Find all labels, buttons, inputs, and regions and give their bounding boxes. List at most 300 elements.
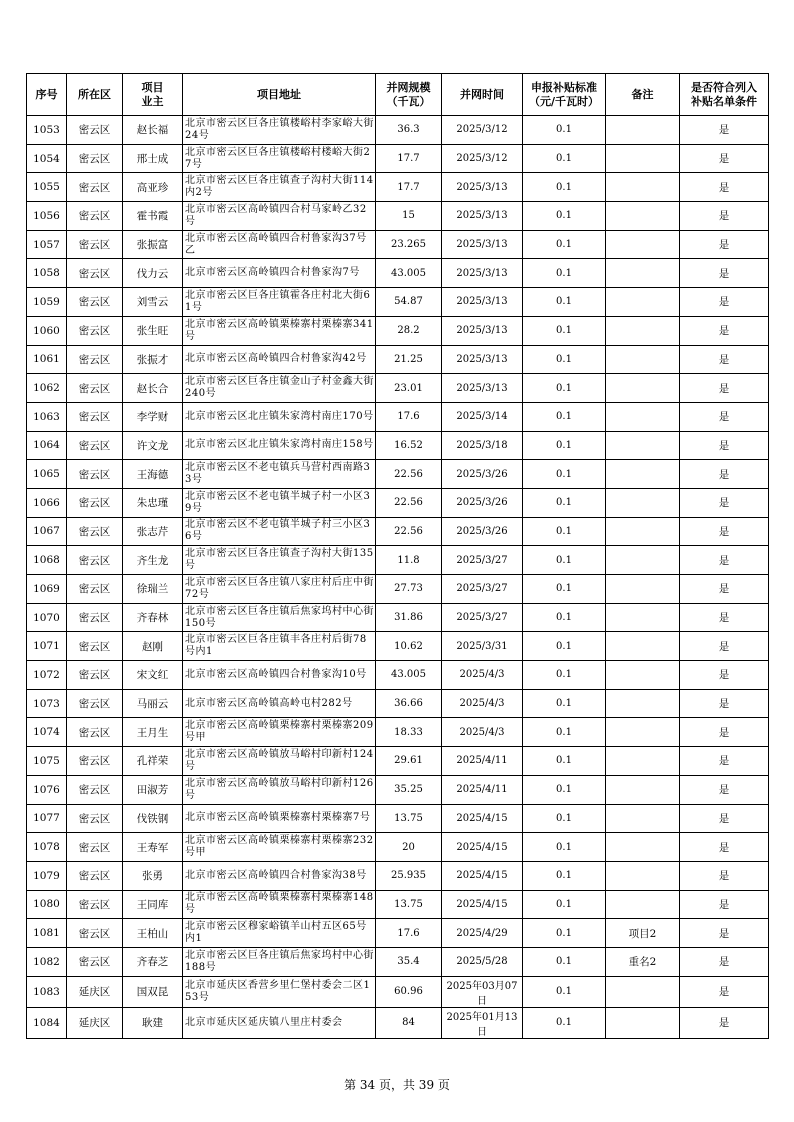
cell-time: 2025/3/18 xyxy=(442,431,523,460)
cell-district: 密云区 xyxy=(67,575,123,604)
cell-district: 密云区 xyxy=(67,546,123,575)
cell-time: 2025/3/13 xyxy=(442,173,523,202)
cell-capacity: 11.8 xyxy=(376,546,442,575)
cell-time: 2025/3/27 xyxy=(442,575,523,604)
cell-owner: 张勇 xyxy=(123,861,183,890)
cell-district: 密云区 xyxy=(67,747,123,776)
cell-owner: 伐力云 xyxy=(123,259,183,288)
cell-note xyxy=(606,431,680,460)
cell-time: 2025/3/26 xyxy=(442,460,523,489)
cell-owner: 田淑芳 xyxy=(123,775,183,804)
cell-owner: 许文龙 xyxy=(123,431,183,460)
cell-time: 2025/4/15 xyxy=(442,833,523,862)
cell-owner: 王同库 xyxy=(123,890,183,919)
cell-eligible: 是 xyxy=(680,144,769,173)
cell-time: 2025/3/12 xyxy=(442,144,523,173)
cell-seq: 1061 xyxy=(27,345,67,374)
table-row xyxy=(27,747,769,776)
cell-address: 北京市密云区高岭镇栗榛寨村栗榛寨209号甲 xyxy=(183,718,376,747)
cell-address: 北京市密云区不老屯镇兵马营村西南路33号 xyxy=(183,460,376,489)
cell-capacity: 36.3 xyxy=(376,116,442,145)
cell-standard: 0.1 xyxy=(523,517,606,546)
cell-standard: 0.1 xyxy=(523,775,606,804)
cell-owner: 宋文红 xyxy=(123,661,183,690)
cell-eligible: 是 xyxy=(680,689,769,718)
cell-capacity: 29.61 xyxy=(376,747,442,776)
cell-note xyxy=(606,316,680,345)
cell-capacity: 13.75 xyxy=(376,804,442,833)
table-row xyxy=(27,603,769,632)
cell-standard: 0.1 xyxy=(523,976,606,1007)
cell-seq: 1082 xyxy=(27,947,67,976)
cell-seq: 1076 xyxy=(27,775,67,804)
cell-eligible: 是 xyxy=(680,603,769,632)
cell-standard: 0.1 xyxy=(523,632,606,661)
cell-eligible: 是 xyxy=(680,517,769,546)
table-row xyxy=(27,861,769,890)
cell-eligible: 是 xyxy=(680,947,769,976)
cell-owner: 齐生龙 xyxy=(123,546,183,575)
cell-seq: 1084 xyxy=(27,1007,67,1038)
cell-time: 2025/4/29 xyxy=(442,919,523,948)
header-eligible: 是否符合列入 补贴名单条件 xyxy=(680,74,769,116)
cell-address: 北京市密云区巨各庄镇后焦家坞村中心街150号 xyxy=(183,603,376,632)
cell-eligible: 是 xyxy=(680,861,769,890)
table-row xyxy=(27,345,769,374)
cell-district: 密云区 xyxy=(67,173,123,202)
page-footer: 第 34 页，共 39 页 xyxy=(344,1078,450,1092)
cell-note xyxy=(606,288,680,317)
cell-district: 密云区 xyxy=(67,775,123,804)
cell-address: 北京市密云区高岭镇四合村鲁家沟10号 xyxy=(183,661,376,690)
cell-capacity: 22.56 xyxy=(376,517,442,546)
cell-standard: 0.1 xyxy=(523,345,606,374)
cell-capacity: 23.01 xyxy=(376,374,442,403)
cell-address: 北京市密云区巨各庄镇查子沟村大街114内2号 xyxy=(183,173,376,202)
cell-owner: 王寿军 xyxy=(123,833,183,862)
cell-address: 北京市密云区巨各庄镇丰各庄村后街78号内1 xyxy=(183,632,376,661)
cell-district: 密云区 xyxy=(67,861,123,890)
cell-district: 密云区 xyxy=(67,833,123,862)
header-time: 并网时间 xyxy=(442,74,523,116)
cell-owner: 国双昆 xyxy=(123,976,183,1007)
cell-capacity: 17.6 xyxy=(376,402,442,431)
cell-address: 北京市密云区巨各庄镇后焦家坞村中心街188号 xyxy=(183,947,376,976)
cell-seq: 1059 xyxy=(27,288,67,317)
cell-standard: 0.1 xyxy=(523,259,606,288)
cell-seq: 1083 xyxy=(27,976,67,1007)
cell-time: 2025年03月07日 xyxy=(442,976,523,1007)
cell-seq: 1065 xyxy=(27,460,67,489)
cell-standard: 0.1 xyxy=(523,230,606,259)
cell-time: 2025/3/26 xyxy=(442,488,523,517)
table-row xyxy=(27,976,769,1007)
cell-address: 北京市密云区高岭镇放马峪村印新村124号 xyxy=(183,747,376,776)
cell-capacity: 20 xyxy=(376,833,442,862)
cell-eligible: 是 xyxy=(680,230,769,259)
cell-owner: 伐铁钢 xyxy=(123,804,183,833)
cell-owner: 朱忠瑾 xyxy=(123,488,183,517)
cell-standard: 0.1 xyxy=(523,402,606,431)
cell-seq: 1056 xyxy=(27,202,67,231)
cell-seq: 1054 xyxy=(27,144,67,173)
cell-capacity: 43.005 xyxy=(376,259,442,288)
cell-capacity: 17.6 xyxy=(376,919,442,948)
cell-note xyxy=(606,775,680,804)
cell-owner: 王海德 xyxy=(123,460,183,489)
cell-address: 北京市密云区巨各庄镇金山子村金鑫大街240号 xyxy=(183,374,376,403)
header-row xyxy=(27,74,769,116)
cell-standard: 0.1 xyxy=(523,488,606,517)
cell-standard: 0.1 xyxy=(523,890,606,919)
cell-note xyxy=(606,689,680,718)
cell-district: 密云区 xyxy=(67,316,123,345)
cell-note xyxy=(606,575,680,604)
table-row xyxy=(27,919,769,948)
cell-address: 北京市密云区高岭镇四合村马家岭乙32号 xyxy=(183,202,376,231)
cell-eligible: 是 xyxy=(680,374,769,403)
cell-eligible: 是 xyxy=(680,173,769,202)
cell-seq: 1064 xyxy=(27,431,67,460)
cell-seq: 1062 xyxy=(27,374,67,403)
cell-capacity: 22.56 xyxy=(376,460,442,489)
cell-time: 2025/4/3 xyxy=(442,718,523,747)
cell-capacity: 23.265 xyxy=(376,230,442,259)
header-district: 所在区 xyxy=(67,74,123,116)
table-row xyxy=(27,288,769,317)
cell-district: 密云区 xyxy=(67,947,123,976)
cell-address: 北京市密云区高岭镇四合村鲁家沟42号 xyxy=(183,345,376,374)
cell-seq: 1069 xyxy=(27,575,67,604)
cell-address: 北京市密云区高岭镇放马峪村印新村126号 xyxy=(183,775,376,804)
cell-address: 北京市密云区不老屯镇半城子村三小区36号 xyxy=(183,517,376,546)
cell-eligible: 是 xyxy=(680,402,769,431)
cell-time: 2025/4/15 xyxy=(442,804,523,833)
cell-district: 密云区 xyxy=(67,402,123,431)
table-row xyxy=(27,833,769,862)
table-row xyxy=(27,546,769,575)
table-row xyxy=(27,230,769,259)
cell-address: 北京市密云区高岭镇栗榛寨村栗榛寨7号 xyxy=(183,804,376,833)
cell-seq: 1068 xyxy=(27,546,67,575)
cell-district: 延庆区 xyxy=(67,1007,123,1038)
cell-seq: 1066 xyxy=(27,488,67,517)
cell-eligible: 是 xyxy=(680,116,769,145)
cell-district: 密云区 xyxy=(67,431,123,460)
cell-capacity: 60.96 xyxy=(376,976,442,1007)
cell-eligible: 是 xyxy=(680,288,769,317)
cell-note xyxy=(606,546,680,575)
cell-capacity: 16.52 xyxy=(376,431,442,460)
table-row xyxy=(27,1007,769,1038)
cell-capacity: 43.005 xyxy=(376,661,442,690)
cell-capacity: 31.86 xyxy=(376,603,442,632)
cell-seq: 1060 xyxy=(27,316,67,345)
cell-note xyxy=(606,804,680,833)
cell-eligible: 是 xyxy=(680,488,769,517)
cell-time: 2025/4/3 xyxy=(442,689,523,718)
cell-owner: 马丽云 xyxy=(123,689,183,718)
cell-eligible: 是 xyxy=(680,345,769,374)
table-row xyxy=(27,517,769,546)
cell-address: 北京市延庆区延庆镇八里庄村委会 xyxy=(183,1007,376,1038)
cell-address: 北京市密云区巨各庄镇八家庄村后庄中街72号 xyxy=(183,575,376,604)
table-row xyxy=(27,804,769,833)
table-row xyxy=(27,316,769,345)
cell-note xyxy=(606,173,680,202)
cell-standard: 0.1 xyxy=(523,804,606,833)
cell-district: 密云区 xyxy=(67,374,123,403)
cell-district: 密云区 xyxy=(67,632,123,661)
cell-capacity: 28.2 xyxy=(376,316,442,345)
cell-seq: 1078 xyxy=(27,833,67,862)
cell-standard: 0.1 xyxy=(523,288,606,317)
cell-standard: 0.1 xyxy=(523,116,606,145)
cell-capacity: 35.25 xyxy=(376,775,442,804)
table-row xyxy=(27,890,769,919)
cell-time: 2025/4/11 xyxy=(442,747,523,776)
cell-time: 2025/3/26 xyxy=(442,517,523,546)
cell-capacity: 18.33 xyxy=(376,718,442,747)
cell-capacity: 15 xyxy=(376,202,442,231)
cell-time: 2025/3/13 xyxy=(442,345,523,374)
header-standard: 申报补贴标准 （元/千瓦时） xyxy=(523,74,606,116)
cell-capacity: 21.25 xyxy=(376,345,442,374)
cell-seq: 1070 xyxy=(27,603,67,632)
table-row xyxy=(27,718,769,747)
cell-capacity: 17.7 xyxy=(376,144,442,173)
cell-seq: 1073 xyxy=(27,689,67,718)
cell-note xyxy=(606,833,680,862)
cell-owner: 王月生 xyxy=(123,718,183,747)
cell-seq: 1074 xyxy=(27,718,67,747)
cell-capacity: 84 xyxy=(376,1007,442,1038)
cell-address: 北京市延庆区香营乡里仁堡村委会二区153号 xyxy=(183,976,376,1007)
cell-district: 密云区 xyxy=(67,517,123,546)
cell-address: 北京市密云区不老屯镇半城子村一小区39号 xyxy=(183,488,376,517)
cell-capacity: 27.73 xyxy=(376,575,442,604)
header-address: 项目地址 xyxy=(183,74,376,116)
subsidy-table xyxy=(26,73,769,1039)
table-row xyxy=(27,575,769,604)
cell-time: 2025/3/13 xyxy=(442,316,523,345)
cell-note xyxy=(606,632,680,661)
table-row xyxy=(27,488,769,517)
cell-note xyxy=(606,603,680,632)
cell-standard: 0.1 xyxy=(523,144,606,173)
table-body xyxy=(27,116,769,1039)
cell-owner: 孔祥荣 xyxy=(123,747,183,776)
cell-standard: 0.1 xyxy=(523,1007,606,1038)
table-row xyxy=(27,202,769,231)
cell-address: 北京市密云区高岭镇四合村鲁家沟7号 xyxy=(183,259,376,288)
cell-owner: 赵长合 xyxy=(123,374,183,403)
table-row xyxy=(27,775,769,804)
cell-eligible: 是 xyxy=(680,632,769,661)
cell-standard: 0.1 xyxy=(523,546,606,575)
table-row xyxy=(27,689,769,718)
cell-standard: 0.1 xyxy=(523,919,606,948)
cell-standard: 0.1 xyxy=(523,833,606,862)
cell-standard: 0.1 xyxy=(523,460,606,489)
cell-standard: 0.1 xyxy=(523,747,606,776)
cell-eligible: 是 xyxy=(680,661,769,690)
cell-standard: 0.1 xyxy=(523,603,606,632)
table-row xyxy=(27,947,769,976)
cell-address: 北京市密云区高岭镇栗榛寨村栗榛寨148号 xyxy=(183,890,376,919)
table-row xyxy=(27,661,769,690)
cell-seq: 1079 xyxy=(27,861,67,890)
cell-standard: 0.1 xyxy=(523,202,606,231)
cell-standard: 0.1 xyxy=(523,575,606,604)
cell-address: 北京市密云区巨各庄镇楼峪村楼峪大街27号 xyxy=(183,144,376,173)
cell-district: 密云区 xyxy=(67,116,123,145)
cell-standard: 0.1 xyxy=(523,661,606,690)
table-row xyxy=(27,402,769,431)
cell-eligible: 是 xyxy=(680,202,769,231)
cell-note xyxy=(606,202,680,231)
cell-owner: 霍书霞 xyxy=(123,202,183,231)
cell-eligible: 是 xyxy=(680,546,769,575)
cell-standard: 0.1 xyxy=(523,173,606,202)
cell-note xyxy=(606,345,680,374)
cell-eligible: 是 xyxy=(680,718,769,747)
cell-district: 密云区 xyxy=(67,488,123,517)
cell-district: 密云区 xyxy=(67,144,123,173)
cell-district: 密云区 xyxy=(67,230,123,259)
cell-note: 项目2 xyxy=(606,919,680,948)
cell-note xyxy=(606,718,680,747)
cell-note xyxy=(606,976,680,1007)
cell-eligible: 是 xyxy=(680,890,769,919)
cell-district: 密云区 xyxy=(67,689,123,718)
cell-seq: 1080 xyxy=(27,890,67,919)
cell-note xyxy=(606,661,680,690)
cell-district: 密云区 xyxy=(67,804,123,833)
cell-capacity: 13.75 xyxy=(376,890,442,919)
cell-district: 密云区 xyxy=(67,460,123,489)
cell-seq: 1063 xyxy=(27,402,67,431)
cell-eligible: 是 xyxy=(680,833,769,862)
cell-time: 2025/4/11 xyxy=(442,775,523,804)
cell-note xyxy=(606,259,680,288)
cell-note xyxy=(606,230,680,259)
table-row xyxy=(27,116,769,145)
cell-seq: 1058 xyxy=(27,259,67,288)
cell-owner: 刘雪云 xyxy=(123,288,183,317)
cell-note: 重名2 xyxy=(606,947,680,976)
cell-eligible: 是 xyxy=(680,919,769,948)
cell-address: 北京市密云区高岭镇四合村鲁家沟37号乙 xyxy=(183,230,376,259)
cell-address: 北京市密云区巨各庄镇霍各庄村北大街61号 xyxy=(183,288,376,317)
cell-capacity: 22.56 xyxy=(376,488,442,517)
cell-standard: 0.1 xyxy=(523,718,606,747)
cell-district: 密云区 xyxy=(67,890,123,919)
cell-district: 密云区 xyxy=(67,345,123,374)
cell-district: 密云区 xyxy=(67,288,123,317)
cell-note xyxy=(606,402,680,431)
cell-eligible: 是 xyxy=(680,775,769,804)
cell-standard: 0.1 xyxy=(523,316,606,345)
cell-eligible: 是 xyxy=(680,747,769,776)
cell-address: 北京市密云区穆家峪镇羊山村五区65号内1 xyxy=(183,919,376,948)
cell-time: 2025/3/14 xyxy=(442,402,523,431)
cell-eligible: 是 xyxy=(680,259,769,288)
cell-address: 北京市密云区北庄镇朱家湾村南庄170号 xyxy=(183,402,376,431)
cell-time: 2025/3/13 xyxy=(442,230,523,259)
table-row xyxy=(27,460,769,489)
cell-seq: 1071 xyxy=(27,632,67,661)
cell-time: 2025/3/13 xyxy=(442,288,523,317)
cell-seq: 1067 xyxy=(27,517,67,546)
header-capacity: 并网规模 （千瓦） xyxy=(376,74,442,116)
cell-capacity: 17.7 xyxy=(376,173,442,202)
cell-time: 2025/5/28 xyxy=(442,947,523,976)
cell-capacity: 35.4 xyxy=(376,947,442,976)
cell-time: 2025/3/13 xyxy=(442,259,523,288)
cell-address: 北京市密云区高岭镇栗榛寨村栗榛寨232号甲 xyxy=(183,833,376,862)
cell-note xyxy=(606,517,680,546)
cell-eligible: 是 xyxy=(680,575,769,604)
cell-time: 2025/4/15 xyxy=(442,861,523,890)
cell-seq: 1077 xyxy=(27,804,67,833)
cell-time: 2025/3/13 xyxy=(442,374,523,403)
cell-eligible: 是 xyxy=(680,976,769,1007)
cell-note xyxy=(606,116,680,145)
cell-owner: 张振才 xyxy=(123,345,183,374)
cell-time: 2025/4/15 xyxy=(442,890,523,919)
cell-owner: 赵长福 xyxy=(123,116,183,145)
cell-address: 北京市密云区高岭镇栗榛寨村栗榛寨341号 xyxy=(183,316,376,345)
cell-owner: 高亚珍 xyxy=(123,173,183,202)
cell-district: 密云区 xyxy=(67,718,123,747)
cell-owner: 邢士成 xyxy=(123,144,183,173)
cell-capacity: 25.935 xyxy=(376,861,442,890)
header-seq: 序号 xyxy=(27,74,67,116)
cell-seq: 1055 xyxy=(27,173,67,202)
cell-note xyxy=(606,488,680,517)
cell-time: 2025/3/13 xyxy=(442,202,523,231)
cell-standard: 0.1 xyxy=(523,861,606,890)
header-owner: 项目 业主 xyxy=(123,74,183,116)
cell-owner: 张生旺 xyxy=(123,316,183,345)
cell-owner: 李学财 xyxy=(123,402,183,431)
cell-standard: 0.1 xyxy=(523,374,606,403)
cell-address: 北京市密云区巨各庄镇楼峪村李家峪大街24号 xyxy=(183,116,376,145)
cell-eligible: 是 xyxy=(680,804,769,833)
cell-note xyxy=(606,861,680,890)
cell-note xyxy=(606,460,680,489)
table-row xyxy=(27,144,769,173)
cell-district: 密云区 xyxy=(67,919,123,948)
table-row xyxy=(27,173,769,202)
cell-address: 北京市密云区巨各庄镇查子沟村大街135号 xyxy=(183,546,376,575)
cell-owner: 王柏山 xyxy=(123,919,183,948)
cell-eligible: 是 xyxy=(680,431,769,460)
cell-capacity: 36.66 xyxy=(376,689,442,718)
cell-owner: 耿建 xyxy=(123,1007,183,1038)
cell-seq: 1053 xyxy=(27,116,67,145)
cell-owner: 张振富 xyxy=(123,230,183,259)
cell-eligible: 是 xyxy=(680,316,769,345)
table-row xyxy=(27,632,769,661)
cell-address: 北京市密云区北庄镇朱家湾村南庄158号 xyxy=(183,431,376,460)
cell-address: 北京市密云区高岭镇四合村鲁家沟38号 xyxy=(183,861,376,890)
cell-capacity: 54.87 xyxy=(376,288,442,317)
cell-time: 2025/3/27 xyxy=(442,546,523,575)
cell-note xyxy=(606,374,680,403)
cell-seq: 1075 xyxy=(27,747,67,776)
